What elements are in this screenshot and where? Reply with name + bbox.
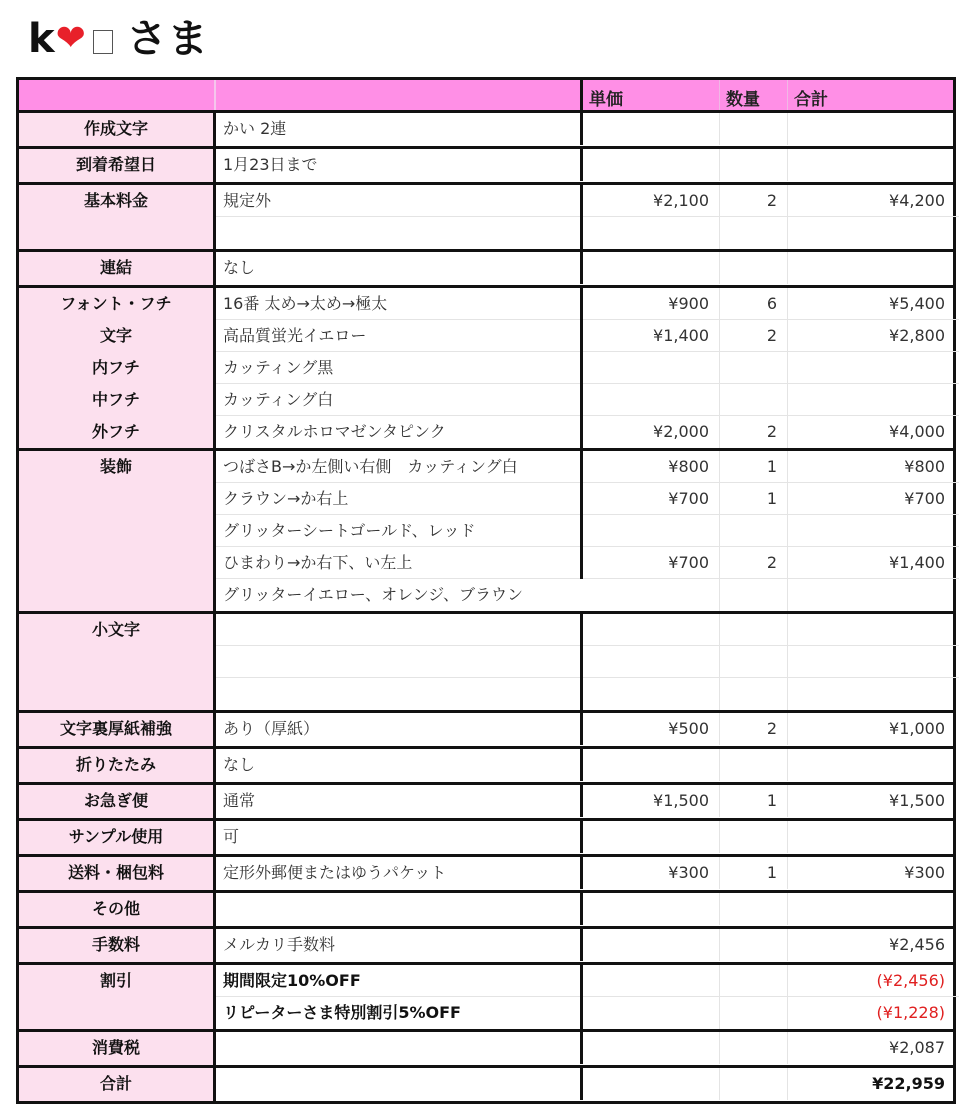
title-suffix: さま [126, 16, 209, 62]
row-group-backing-reinforcement [19, 713, 953, 749]
cell-total[interactable]: ¥1,500 [889, 791, 945, 810]
cell-description[interactable]: メルカリ手数料 [216, 929, 583, 961]
cell-description[interactable]: 通常 [216, 785, 583, 817]
cell-quantity[interactable] [720, 997, 788, 1029]
row-group-fee [19, 929, 953, 965]
cell-description[interactable]: グリッターシートゴールド、レッド [216, 515, 583, 547]
cell-total[interactable] [788, 352, 953, 384]
cell-total[interactable] [788, 821, 953, 853]
cell-unit-price[interactable]: ¥2,000 [583, 416, 720, 448]
missing-glyph-icon [93, 30, 113, 54]
cell-unit-price[interactable]: ¥1,400 [583, 320, 720, 352]
heart-icon: ❤ [55, 18, 87, 59]
cell-total[interactable] [788, 646, 953, 678]
cell-total[interactable]: ¥800 [904, 457, 945, 476]
table-row [216, 1032, 959, 1065]
cell-quantity[interactable]: 6 [720, 288, 788, 320]
cell-description[interactable]: つばさB→か左側い右側 カッティング白 [216, 451, 583, 483]
cell-total[interactable] [788, 579, 953, 611]
cell-unit-price[interactable] [583, 113, 720, 145]
cell-description[interactable]: 16番 太め→太め→極太 [216, 288, 583, 320]
page-title [28, 14, 209, 64]
table-row [216, 515, 959, 547]
cell-quantity[interactable] [720, 749, 788, 781]
row-label: 外フチ [91, 422, 140, 441]
cell-description[interactable]: 定形外郵便またはゆうパケット [216, 857, 583, 889]
cell-total[interactable]: ¥2,456 [889, 935, 945, 954]
cell-total[interactable] [788, 893, 953, 925]
row-label: 文字裏厚紙補強 [59, 719, 172, 738]
table-row [216, 352, 959, 384]
cell-quantity[interactable] [720, 678, 788, 710]
table-row [216, 965, 959, 997]
cell-description[interactable]: 期間限定10%OFF [216, 965, 583, 997]
cell-description[interactable] [216, 217, 583, 249]
cell-total[interactable] [788, 614, 953, 646]
cell-description[interactable]: なし [216, 749, 583, 781]
row-label: 中フチ [91, 390, 140, 409]
cell-description[interactable]: グリッターイエロー、オレンジ、ブラウン [223, 585, 524, 604]
cell-unit-price[interactable] [583, 646, 720, 678]
row-group-consumption-tax [19, 1032, 953, 1068]
cell-description[interactable]: ひまわり→か右下、い左上 [216, 547, 583, 579]
row-group-shipping [19, 857, 953, 893]
table-row [216, 929, 959, 962]
cell-unit-price[interactable] [583, 678, 720, 710]
row-group-font-border [19, 288, 953, 451]
row-label: 手数料 [91, 935, 140, 954]
cell-unit-price[interactable] [583, 217, 720, 249]
cell-description[interactable]: クリスタルホロマゼンタピンク [216, 416, 583, 448]
table-row [216, 678, 959, 710]
table-row [216, 451, 959, 483]
table-row [216, 416, 959, 448]
cell-quantity[interactable] [720, 579, 788, 611]
cell-unit-price[interactable]: ¥800 [583, 451, 720, 483]
header-description [216, 80, 583, 110]
table-row [216, 217, 959, 249]
cell-unit-price[interactable] [583, 997, 720, 1029]
cell-unit-price[interactable]: ¥2,100 [583, 185, 720, 217]
cell-quantity[interactable] [720, 893, 788, 925]
cell-description[interactable]: 高品質蛍光イエロー [216, 320, 583, 352]
cell-total[interactable]: ¥5,400 [889, 294, 945, 313]
cell-unit-price[interactable] [583, 1032, 720, 1064]
row-group-arrival-date [19, 149, 953, 185]
cell-total[interactable] [788, 113, 953, 145]
table-row [216, 113, 959, 146]
cell-quantity[interactable] [720, 149, 788, 181]
cell-total[interactable] [788, 678, 953, 710]
title-prefix: k [28, 16, 56, 62]
row-label: 装飾 [99, 457, 132, 476]
cell-quantity[interactable] [720, 646, 788, 678]
cell-quantity[interactable]: 2 [720, 416, 788, 448]
row-label: 折りたたみ [75, 755, 156, 774]
table-row [216, 713, 959, 746]
table-row [216, 579, 959, 611]
cell-description[interactable] [216, 678, 583, 710]
cell-unit-price[interactable] [583, 893, 720, 925]
cell-unit-price[interactable] [583, 821, 720, 853]
table-row [216, 185, 959, 217]
row-label: 小文字 [91, 620, 140, 639]
cell-unit-price[interactable]: ¥300 [583, 857, 720, 889]
cell-quantity[interactable] [720, 821, 788, 853]
cell-description[interactable]: かい 2連 [216, 113, 583, 145]
cell-unit-price[interactable] [583, 579, 720, 611]
table-row [216, 857, 959, 890]
cell-total[interactable] [788, 252, 953, 284]
cell-quantity[interactable]: 2 [720, 713, 788, 745]
cell-quantity[interactable] [720, 384, 788, 416]
cell-quantity[interactable]: 2 [720, 185, 788, 217]
cell-quantity[interactable] [720, 614, 788, 646]
cell-unit-price[interactable] [583, 1068, 720, 1100]
row-group-base-fee [19, 185, 953, 252]
cell-total[interactable]: ¥4,000 [889, 422, 945, 441]
table-header [19, 80, 953, 113]
cell-total[interactable]: ¥2,800 [889, 326, 945, 345]
order-quote-table [16, 77, 956, 1104]
cell-quantity[interactable] [720, 1032, 788, 1064]
table-row [216, 384, 959, 416]
cell-description[interactable]: 可 [216, 821, 583, 853]
row-group-decoration [19, 451, 953, 614]
row-label: 到着希望日 [75, 155, 156, 174]
cell-description[interactable]: カッティング黒 [216, 352, 583, 384]
cell-quantity[interactable]: 2 [720, 320, 788, 352]
table-row [216, 252, 959, 285]
cell-unit-price[interactable] [583, 515, 720, 547]
table-row [216, 1068, 959, 1101]
row-group-express [19, 785, 953, 821]
table-row [216, 149, 959, 182]
table-row [216, 320, 959, 352]
table-row [216, 749, 959, 782]
cell-description[interactable] [216, 1068, 583, 1100]
grand-total-value[interactable]: ¥22,959 [872, 1074, 945, 1093]
cell-quantity[interactable] [720, 929, 788, 961]
cell-description[interactable] [216, 646, 583, 678]
cell-unit-price[interactable] [583, 252, 720, 284]
cell-description[interactable]: なし [216, 252, 583, 284]
row-label: 消費税 [91, 1038, 140, 1057]
cell-unit-price[interactable]: ¥900 [583, 288, 720, 320]
row-label: 合計 [99, 1074, 132, 1093]
cell-total[interactable]: ¥2,087 [889, 1038, 945, 1057]
cell-total[interactable]: (¥2,456) [876, 971, 945, 990]
cell-description[interactable] [216, 1032, 583, 1064]
cell-unit-price[interactable] [583, 965, 720, 997]
row-label: 送料・梱包料 [67, 863, 164, 882]
row-group-discount [19, 965, 953, 1032]
table-row [216, 483, 959, 515]
cell-total[interactable] [788, 149, 953, 181]
cell-total[interactable] [788, 384, 953, 416]
cell-description[interactable]: あり（厚紙） [216, 713, 583, 745]
row-group-grand-total [19, 1068, 953, 1101]
cell-quantity[interactable] [720, 515, 788, 547]
row-label: 割引 [99, 971, 132, 990]
cell-description[interactable]: リピーターさま特別割引5%OFF [216, 997, 583, 1029]
table-row [216, 997, 959, 1029]
cell-description[interactable]: カッティング白 [216, 384, 583, 416]
table-row [216, 614, 959, 646]
row-label: サンプル使用 [68, 827, 164, 846]
cell-total[interactable] [788, 217, 953, 249]
header-unit-price: 単価 [583, 80, 720, 110]
cell-unit-price[interactable] [583, 352, 720, 384]
cell-quantity[interactable] [720, 113, 788, 145]
row-label: 作成文字 [83, 119, 148, 138]
row-group-folding [19, 749, 953, 785]
header-total: 合計 [794, 90, 828, 110]
cell-total[interactable]: (¥1,228) [876, 1003, 945, 1022]
cell-description[interactable]: 規定外 [216, 185, 583, 217]
cell-unit-price[interactable] [583, 929, 720, 961]
cell-description[interactable] [216, 893, 583, 925]
cell-description[interactable]: クラウン→か右上 [216, 483, 583, 515]
row-label: 文字 [99, 326, 132, 345]
cell-total[interactable]: ¥700 [904, 489, 945, 508]
cell-quantity[interactable]: 1 [720, 857, 788, 889]
table-row [216, 821, 959, 854]
cell-quantity[interactable] [720, 965, 788, 997]
cell-description[interactable]: 1月23日まで [216, 149, 583, 181]
row-label: 基本料金 [83, 191, 148, 210]
row-group-sample-use [19, 821, 953, 857]
cell-total[interactable] [788, 515, 953, 547]
cell-quantity[interactable] [720, 217, 788, 249]
table-row [216, 893, 959, 926]
row-label: その他 [91, 899, 140, 918]
cell-description[interactable] [216, 614, 583, 646]
cell-unit-price[interactable] [583, 614, 720, 646]
cell-unit-price[interactable]: ¥1,500 [583, 785, 720, 817]
row-label: 連結 [99, 258, 132, 277]
cell-total[interactable]: ¥300 [904, 863, 945, 882]
row-label: 内フチ [91, 358, 140, 377]
header-quantity: 数量 [720, 80, 788, 110]
cell-unit-price[interactable]: ¥700 [583, 483, 720, 515]
cell-total[interactable] [788, 749, 953, 781]
table-row [216, 785, 959, 818]
cell-unit-price[interactable] [583, 384, 720, 416]
cell-unit-price[interactable] [583, 149, 720, 181]
cell-quantity[interactable]: 1 [720, 483, 788, 515]
cell-quantity[interactable]: 1 [720, 451, 788, 483]
row-group-other [19, 893, 953, 929]
cell-unit-price[interactable]: ¥500 [583, 713, 720, 745]
cell-total[interactable]: ¥1,400 [889, 553, 945, 572]
cell-quantity[interactable] [720, 252, 788, 284]
row-label: フォント・フチ [60, 294, 172, 313]
table-row [216, 646, 959, 678]
table-row [216, 547, 959, 579]
table-row [216, 288, 959, 320]
row-group-small-text [19, 614, 953, 713]
cell-quantity[interactable] [720, 1068, 788, 1100]
row-group-text [19, 113, 953, 149]
cell-unit-price[interactable] [583, 749, 720, 781]
header-label [19, 80, 216, 110]
row-label: お急ぎ便 [83, 791, 148, 810]
cell-unit-price[interactable]: ¥700 [583, 547, 720, 579]
cell-quantity[interactable]: 2 [720, 547, 788, 579]
cell-quantity[interactable] [720, 352, 788, 384]
row-group-connection [19, 252, 953, 288]
cell-total[interactable]: ¥1,000 [889, 719, 945, 738]
cell-total[interactable]: ¥4,200 [889, 191, 945, 210]
cell-quantity[interactable]: 1 [720, 785, 788, 817]
